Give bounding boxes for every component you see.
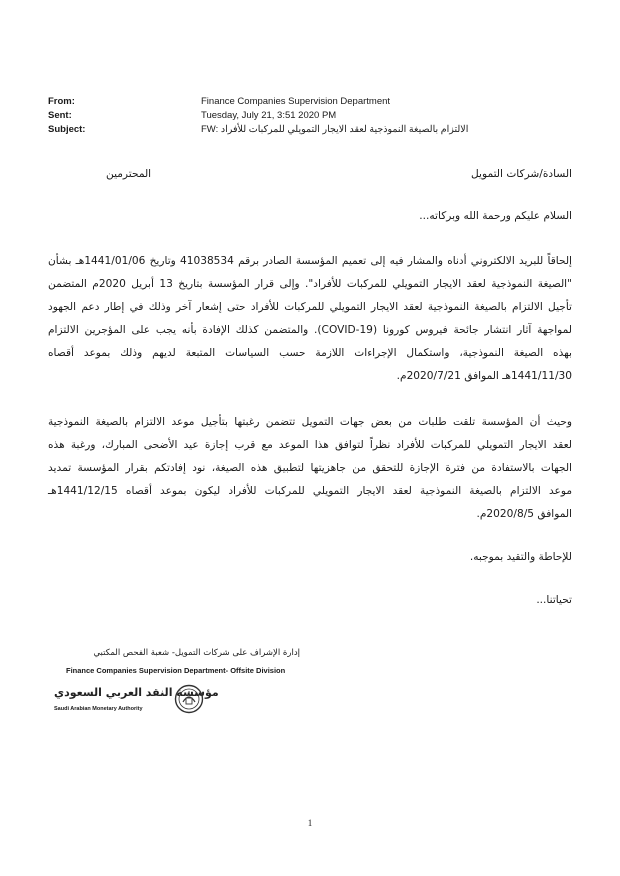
- page-number: 1: [307, 818, 313, 828]
- para1-line-5: بهذه الصيغة النموذجية، واستكمال الإجراءات اللازمة حسب السياسات المتبعة لديهم وذلك بموعد أقصاه: [48, 347, 572, 359]
- sent-label: Sent:: [48, 110, 72, 121]
- para1-line-2: "الصيغة النموذجية لعقد الايجار التمويلي للمركبات للأفراد". وإلى قرار المؤسسة بتاريخ 13 أبريل 2020م المتضمن: [48, 278, 572, 290]
- greeting: السلام عليكم ورحمة الله وبركاته...: [419, 210, 572, 222]
- para1-line-1: إلحاقاً للبريد الالكتروني أدناه والمشار فيه إلى تعميم المؤسسة الصادر برقم 41038534 وتاريخ 1441/01/06هـ بشأن: [48, 255, 573, 267]
- division-arabic: إدارة الإشراف على شركات التمويل- شعبة الفحص المكتبي: [93, 648, 300, 658]
- from-label: From:: [48, 96, 75, 107]
- subject-label: Subject:: [48, 124, 86, 135]
- closing-instruction: للإحاطة والتقيد بموجبه.: [469, 551, 572, 563]
- sama-seal-icon: [174, 684, 204, 714]
- logo-arabic-text: مؤسسة النقد العربي السعودي: [54, 686, 219, 699]
- subject-value: FW: الالتزام بالصيغة النموذجية لعقد الايجار التمويلي للمركبات للأفراد: [201, 124, 469, 135]
- para2-line-3: الجهات بالاستفادة من فترة الإجازة للتحقق من جاهزيتها لتطبيق هذه الصيغة، نود إفادتكم بقرار المؤسسة تمديد: [48, 462, 572, 474]
- division-english: Finance Companies Supervision Department- Offsite Division: [66, 666, 286, 675]
- sama-logo: [50, 682, 219, 718]
- para2-line-4: موعد الالتزام بالصيغة النموذجية لعقد الايجار التمويلي للمركبات للأفراد ليكون بموعد أقصاه 1441/12/15هـ: [48, 485, 572, 497]
- para1-line-4: لمواجهة آثار انتشار جائحة فيروس كورونا (COVID-19). والمتضمن كذلك الإفادة بأنه يجب على المؤجرين الالتزام: [48, 324, 573, 336]
- para1-line-3: تأجيل الالتزام بالصيغة النموذجية لعقد الايجار التمويلي للمركبات للأفراد حتى إشعار آخر وذلك في إطار دعم الجهود: [48, 301, 572, 313]
- addressee: السادة/شركات التمويل: [471, 168, 572, 180]
- para2-line-5: الموافق 2020/8/5م.: [476, 508, 572, 520]
- from-value: Finance Companies Supervision Department: [201, 96, 391, 107]
- para1-line-6: 1441/11/30هـ الموافق 2020/7/21م.: [396, 370, 572, 382]
- para2-line-1: وحيث أن المؤسسة تلقت طلبات من بعض جهات التمويل تتضمن رغبتها بتأجيل موعد الالتزام بالصيغة النموذجية: [48, 416, 572, 428]
- para2-line-2: لعقد الايجار التمويلي للمركبات للأفراد نظراً لتوافق هذا الموعد مع قرب إجازة عيد الأضحى المبارك، ورغبة هذه: [48, 439, 572, 451]
- logo-english-text: Saudi Arabian Monetary Authority: [54, 706, 143, 712]
- sent-value: Tuesday, July 21, 3:51 2020 PM: [201, 110, 337, 121]
- closing-regards: تحياتنا...: [536, 594, 572, 606]
- honorific: المحترمين: [106, 168, 152, 180]
